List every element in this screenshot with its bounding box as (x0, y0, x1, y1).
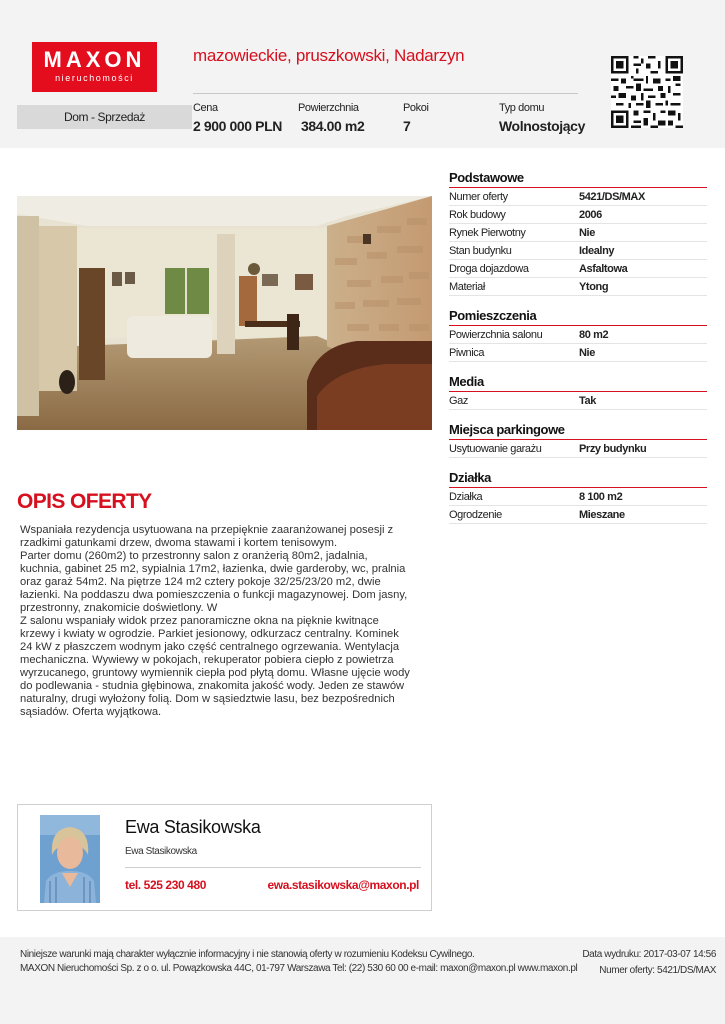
details-key: Powierzchnia salonu (449, 329, 543, 341)
details-panel (449, 169, 707, 535)
details-key: Numer oferty (449, 191, 508, 203)
details-row (449, 225, 707, 242)
section-title: Media (449, 374, 484, 389)
agent-subtitle: Ewa Stasikowska (125, 846, 197, 857)
stat-label: Pokoi (403, 102, 429, 114)
description-body (20, 524, 412, 719)
details-value: Ytong (579, 281, 609, 293)
details-key: Ogrodzenie (449, 509, 502, 521)
details-row (449, 243, 707, 260)
details-value: Idealny (579, 245, 615, 257)
details-value: Nie (579, 227, 595, 239)
details-row (449, 207, 707, 224)
qr-code-icon[interactable] (611, 56, 683, 128)
section-title: Podstawowe (449, 170, 524, 185)
stat-house-type (499, 101, 585, 134)
footer-print-date: Data wydruku: 2017-03-07 14:56 (582, 949, 716, 960)
details-key: Rok budowy (449, 209, 506, 221)
stat-value: Wolnostojący (499, 118, 585, 134)
stat-label: Typ domu (499, 102, 545, 114)
footer-disclaimer: Niniejsze warunki mają charakter wyłącznie informacyjny i nie stanowią oferty w rozumieniu Kodeksu Cywilnego. (20, 949, 475, 960)
details-value: 80 m2 (579, 329, 609, 341)
details-key: Stan budynku (449, 245, 512, 257)
agent-phone-link[interactable]: tel. 525 230 480 (125, 878, 207, 892)
details-row (449, 393, 707, 410)
agent-name: Ewa Stasikowska (125, 817, 261, 837)
property-photo[interactable] (17, 196, 432, 430)
details-key: Usytuowanie garażu (449, 443, 542, 455)
details-section (449, 373, 707, 410)
details-value: Nie (579, 347, 595, 359)
details-row (449, 327, 707, 344)
agent-email-link[interactable]: ewa.stasikowska@maxon.pl (267, 878, 419, 892)
section-title: Działka (449, 470, 492, 485)
description-paragraph: Z salonu wspaniały widok przez panoramiczne okna na pięknie kwitnące krzewy i kwiaty w ogrodzie. Parkiet jesionowy, odkurzacz centralny. Kominek 24 kW z płaszczem wodnym jako część centralnego ogrzewania. Wentylacja mechaniczna. Wywiewy w pokojach, rekuperator pobiera ciepło z powietrza wyrzucanego, gruntowy wymiennik ciepła pod płytą domu. Własne ujęcie wody do podlewania - studnia głębinowa, znakomita jakość wody. Jeden ze stawów naturalny, drugi wyłożony folią. Dom w sąsiedztwie lasu, bez bezpośrednich sąsiadów. Oferta wyjątkowa. (20, 615, 410, 718)
property-type-badge: Dom - Sprzedaż (17, 105, 192, 129)
details-section (449, 169, 707, 296)
details-row (449, 261, 707, 278)
details-row (449, 279, 707, 296)
logo-tagline: nieruchomości (55, 73, 134, 83)
stat-value: 2 900 000 PLN (193, 118, 282, 134)
details-value: Przy budynku (579, 443, 647, 455)
details-value: Asfaltowa (579, 263, 628, 275)
details-row (449, 489, 707, 506)
stat-value: 7 (403, 118, 411, 134)
stat-price (193, 101, 282, 134)
details-row (449, 189, 707, 206)
logo-wordmark: MAXON (43, 47, 146, 72)
section-divider (449, 187, 707, 188)
footer-offer-number: Numer oferty: 5421/DS/MAX (599, 965, 716, 976)
details-key: Rynek Pierwotny (449, 227, 526, 239)
details-key: Piwnica (449, 347, 485, 359)
stat-rooms (403, 101, 429, 134)
agent-divider (125, 867, 421, 868)
details-section (449, 421, 707, 458)
section-divider (449, 391, 707, 392)
description-paragraph: Wspaniała rezydencja usytuowana na przepięknie zaaranżowanej posesji z rzadkimi gatunkami drzew, dwoma stawami i kortem tenisowym. (20, 524, 394, 549)
stat-value: 384.00 m2 (301, 118, 365, 134)
details-value: Mieszane (579, 509, 625, 521)
details-row (449, 441, 707, 458)
agent-avatar (40, 815, 100, 903)
details-value: Tak (579, 395, 596, 407)
details-key: Działka (449, 491, 483, 503)
stat-area (298, 101, 364, 134)
details-value: 8 100 m2 (579, 491, 623, 503)
section-divider (449, 487, 707, 488)
description-paragraph: Parter domu (260m2) to przestronny salon z oranżerią 80m2, jadalnia, kuchnia, gabinet 25 m2, sypialnia 17m2, łazienka, dwie garderoby, wc, pralnia oraz garaż 54m2. Na piętrze 124 m2 cztery pokoje 32/25/23/20 m2, dwie łazienki. Na poddaszu dwa pomieszczenia o funkcji magazynowej. Dom jasny, przestronny, znakomicie doświetlony. W (20, 550, 408, 614)
details-key: Droga dojazdowa (449, 263, 529, 275)
location-title: mazowieckie, pruszkowski, Nadarzyn (193, 46, 465, 65)
details-value: 5421/DS/MAX (579, 191, 645, 203)
details-key: Materiał (449, 281, 485, 293)
description-title: OPIS OFERTY (17, 490, 152, 513)
section-divider (449, 439, 707, 440)
agent-card (17, 804, 432, 911)
section-title: Pomieszczenia (449, 308, 537, 323)
details-row (449, 345, 707, 362)
section-title: Miejsca parkingowe (449, 422, 565, 437)
header-divider (193, 93, 578, 94)
details-section (449, 469, 707, 524)
stat-label: Powierzchnia (298, 102, 359, 114)
details-row (449, 507, 707, 524)
footer-company: MAXON Nieruchomości Sp. z o o. ul. Powązkowska 44C, 01-797 Warszawa Tel: (22) 530 60 00 e-mail: maxon@maxon.pl www.maxon.pl (20, 963, 578, 974)
stat-label: Cena (193, 102, 218, 114)
details-key: Gaz (449, 395, 468, 407)
details-section (449, 307, 707, 362)
section-divider (449, 325, 707, 326)
maxon-logo[interactable] (32, 42, 157, 92)
details-value: 2006 (579, 209, 602, 221)
